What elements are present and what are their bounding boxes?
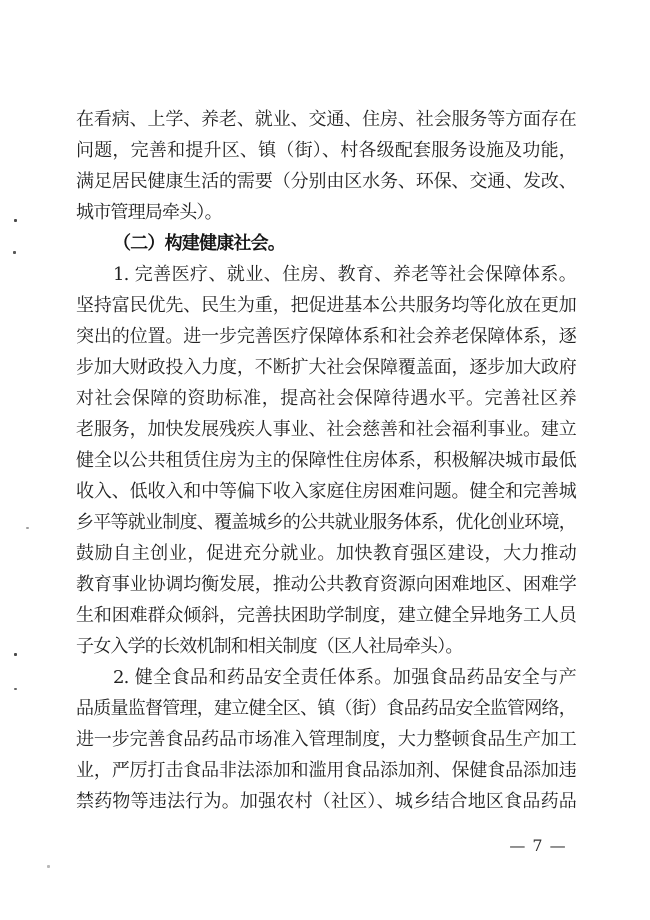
text-line: 生和困难群众倾斜，完善扶困助学制度，建立健全异地务工人员 xyxy=(76,605,576,626)
scan-speck xyxy=(26,527,29,529)
text-line: 突出的位置。进一步完善医疗保障体系和社会养老保障体系，逐 xyxy=(76,326,576,347)
section-heading: （二）构建健康社会。 xyxy=(113,233,285,254)
page-number: — 7 — xyxy=(509,836,567,855)
scan-speck xyxy=(14,219,17,222)
text-line: 步加大财政投入力度，不断扩大社会保障覆盖面，逐步加大政府 xyxy=(76,357,576,378)
text-line: 老服务，加快发展残疾人事业、社会慈善和社会福利事业。建立 xyxy=(76,419,576,440)
numbered-item-line: 2. 健全食品和药品安全责任体系。加强食品药品安全与产 xyxy=(113,667,576,688)
scan-speck xyxy=(13,251,16,254)
text-line: 教育事业协调均衡发展，推动公共教育资源向困难地区、困难学 xyxy=(76,574,576,595)
text-line: 坚持富民优先、民生为重，把促进基本公共服务均等化放在更加 xyxy=(76,295,576,316)
numbered-item-line: 1. 完善医疗、就业、住房、教育、养老等社会保障体系。 xyxy=(113,264,576,285)
text-line: 对社会保障的资助标准，提高社会保障待遇水平。完善社区养 xyxy=(76,388,576,409)
scan-speck xyxy=(14,653,17,656)
text-line: 业，严厉打击食品非法添加和滥用食品添加剂、保健食品添加违 xyxy=(76,760,576,781)
text-line: 在看病、上学、养老、就业、交通、住房、社会服务等方面存在 xyxy=(76,109,576,130)
text-line: 禁药物等违法行为。加强农村（社区）、城乡结合地区食品药品 xyxy=(76,791,576,812)
text-line: 健全以公共租赁住房为主的保障性住房体系，积极解决城市最低 xyxy=(76,450,576,471)
text-line: 子女入学的长效机制和相关制度（区人社局牵头）。 xyxy=(76,636,463,657)
scan-speck xyxy=(14,688,17,690)
text-line: 城市管理局牵头）。 xyxy=(76,202,222,223)
text-line: 收入、低收入和中等偏下收入家庭住房困难问题。健全和完善城 xyxy=(76,481,576,502)
text-line: 品质量监督管理，建立健全区、镇（街）食品药品安全监管网络， xyxy=(76,698,576,719)
text-line: 进一步完善食品药品市场准入管理制度，大力整顿食品生产加工 xyxy=(76,729,576,750)
text-line: 乡平等就业制度、覆盖城乡的公共就业服务体系，优化创业环境， xyxy=(76,512,576,533)
text-line: 满足居民健康生活的需要（分别由区水务、环保、交通、发改、 xyxy=(76,171,576,192)
text-line: 问题，完善和提升区、镇（街）、村各级配套服务设施及功能， xyxy=(76,140,576,161)
scan-speck xyxy=(47,865,50,868)
document-body xyxy=(76,104,576,817)
text-line: 鼓励自主创业，促进充分就业。加快教育强区建设，大力推动 xyxy=(76,543,576,564)
